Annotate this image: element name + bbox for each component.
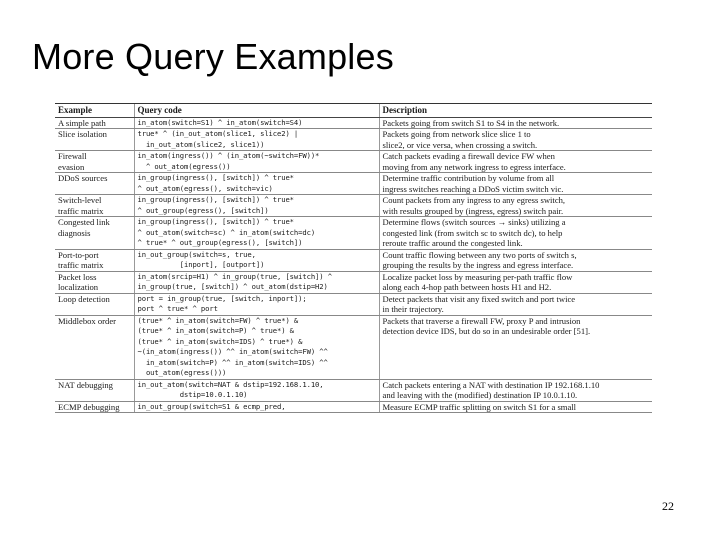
table-row	[55, 117, 652, 129]
query-code-cell: in_out_group(switch=s, true, [inport], [outport])	[134, 249, 379, 271]
query-code-cell: in_out_group(switch=S1 & ecmp_pred,	[134, 401, 379, 413]
column-header-description: Description	[379, 104, 652, 118]
table-row	[55, 173, 652, 195]
query-code-cell: in_out_atom(switch=NAT & dstip=192.168.1.10, dstip=10.0.1.10)	[134, 379, 379, 401]
table-body	[55, 117, 652, 413]
description-cell: Catch packets evading a firewall device FW when moving from any network ingress to egress interface.	[379, 151, 652, 173]
table-row	[55, 315, 652, 379]
example-cell: Middlebox order	[55, 315, 134, 379]
description-cell: Packets that traverse a firewall FW, proxy P and intrusion detection device IDS, but do so in an undesirable order [51].	[379, 315, 652, 379]
example-cell: Loop detection	[55, 293, 134, 315]
example-cell: Firewall evasion	[55, 151, 134, 173]
column-header-example: Example	[55, 104, 134, 118]
description-cell: Determine traffic contribution by volume from all ingress switches reaching a DDoS victim switch vic.	[379, 173, 652, 195]
query-code-cell: in_atom(switch=S1) ^ in_atom(switch=S4)	[134, 117, 379, 129]
query-code-cell: port = in_group(true, [switch, inport]); port ^ true* ^ port	[134, 293, 379, 315]
table-row	[55, 249, 652, 271]
query-code-cell: in_group(ingress(), [switch]) ^ true* ^ out_atom(switch=sc) ^ in_atom(switch=dc) ^ true* ^ out_group(egress(), [switch])	[134, 217, 379, 250]
query-code-cell: (true* ^ in_atom(switch=FW) ^ true*) & (true* ^ in_atom(switch=P) ^ true*) & (true* ^ in_atom(switch=IDS) ^ true*) & ~(in_atom(ingress()) ^^ in_atom(switch=FW) ^^ in_atom(switch=P) ^^ in_atom(switch=IDS) ^^ out_atom(egress()))	[134, 315, 379, 379]
table-row	[55, 271, 652, 293]
description-cell: Packets going from switch S1 to S4 in the network.	[379, 117, 652, 129]
example-cell: ECMP debugging	[55, 401, 134, 413]
description-cell: Measure ECMP traffic splitting on switch S1 for a small	[379, 401, 652, 413]
example-cell: DDoS sources	[55, 173, 134, 195]
table-row	[55, 217, 652, 250]
table-row	[55, 151, 652, 173]
description-cell: Count traffic flowing between any two ports of switch s, grouping the results by the ingress and egress interface.	[379, 249, 652, 271]
table-row	[55, 293, 652, 315]
query-examples-table	[55, 103, 652, 413]
query-code-cell: in_group(ingress(), [switch]) ^ true* ^ out_group(egress(), [switch])	[134, 195, 379, 217]
query-code-cell: in_atom(srcip=H1) ^ in_group(true, [switch]) ^ in_group(true, [switch]) ^ out_atom(dstip=H2)	[134, 271, 379, 293]
query-code-cell: true* ^ (in_out_atom(slice1, slice2) | in_out_atom(slice2, slice1))	[134, 129, 379, 151]
description-cell: Count packets from any ingress to any egress switch, with results grouped by (ingress, egress) switch pair.	[379, 195, 652, 217]
column-header-query-code: Query code	[134, 104, 379, 118]
example-cell: NAT debugging	[55, 379, 134, 401]
table-row	[55, 401, 652, 413]
table-header-row	[55, 104, 652, 118]
page-number: 22	[662, 499, 674, 513]
query-examples-table-figure	[55, 103, 655, 483]
table-row	[55, 129, 652, 151]
slide-title: More Query Examples	[32, 36, 394, 77]
example-cell: Port-to-port traffic matrix	[55, 249, 134, 271]
example-cell: Switch-level traffic matrix	[55, 195, 134, 217]
example-cell: Packet loss localization	[55, 271, 134, 293]
example-cell: Slice isolation	[55, 129, 134, 151]
table-row	[55, 379, 652, 401]
example-cell: Congested link diagnosis	[55, 217, 134, 250]
description-cell: Detect packets that visit any fixed switch and port twice in their trajectory.	[379, 293, 652, 315]
query-code-cell: in_atom(ingress()) ^ (in_atom(~switch=FW))* ^ out_atom(egress())	[134, 151, 379, 173]
description-cell: Localize packet loss by measuring per-path traffic flow along each 4-hop path between hosts H1 and H2.	[379, 271, 652, 293]
description-cell: Determine flows (switch sources → sinks) utilizing a congested link (from switch sc to switch dc), to help reroute traffic around the congested link.	[379, 217, 652, 250]
query-code-cell: in_group(ingress(), [switch]) ^ true* ^ out_atom(egress(), switch=vic)	[134, 173, 379, 195]
table-row	[55, 195, 652, 217]
description-cell: Catch packets entering a NAT with destination IP 192.168.1.10 and leaving with the (modified) destination IP 10.0.1.10.	[379, 379, 652, 401]
example-cell: A simple path	[55, 117, 134, 129]
description-cell: Packets going from network slice slice 1 to slice2, or vice versa, when crossing a switch.	[379, 129, 652, 151]
